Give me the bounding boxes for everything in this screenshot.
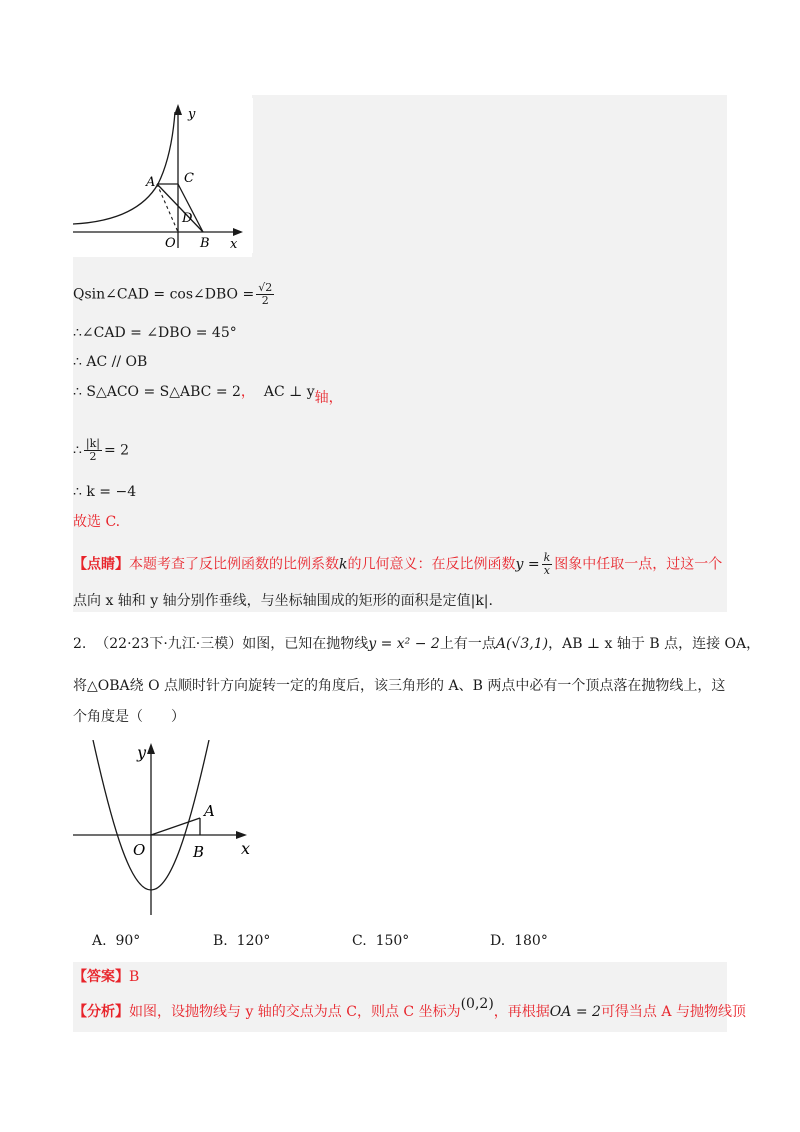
x-axis-arrow [236,831,247,839]
analysis-line: 【分析】如图，设抛物线与 y 轴的交点为点 C，则点 C 坐标为(0,2)，再根据OA = 2可得当点 A 与抛物线顶 [73,996,746,1020]
figure-hyperbola [73,98,253,253]
solution-line-5: ∴ $\frac{|k|}{2}$ = 2 [73,437,130,463]
solution-line-1: Qsin∠CAD = cos∠DBO = $\frac{√2}{2}$ [73,281,273,307]
option-b[interactable]: B. 120° [213,933,271,949]
label-B: B [200,236,210,251]
label-A: A [204,802,215,820]
comment-line-1: 【点睛】本题考查了反比例函数的比例系数k的几何意义：在反比例函数y = $\frac{k}{x}$ 图象中任取一点，过这一个 [73,551,723,577]
option-a[interactable]: A. 90° [92,933,141,949]
label-O: O [165,236,176,251]
label-A: A [146,175,156,190]
label-C: C [184,171,194,186]
option-c[interactable]: C. 150° [352,933,410,949]
label-x: x [241,839,251,858]
label-y: y [188,107,196,122]
solution-line-6: ∴ k = −4 [73,484,137,500]
y-axis-arrow [147,743,155,754]
question2-line-3: 个角度是（ ） [73,709,185,725]
solution-line-4: ∴ S△ACO = S△ABC = 2， AC ⊥ y轴， [73,384,343,406]
label-O: O [133,841,146,859]
solution-line-2: ∴∠CAD = ∠DBO = 45° [73,325,237,341]
comment-line-2: 点向 x 轴和 y 轴分别作垂线，与坐标轴围成的矩形的面积是定值|k|. [73,593,493,609]
option-d[interactable]: D. 180° [490,933,548,949]
answer-choice: 故选 C. [73,514,121,530]
label-B: B [193,843,205,861]
segment-OA [151,818,200,835]
question2-line-1: 2. （22·23下·九江·三模）如图，已知在抛物线y = x² − 2上有一点A(√3,1)，AB ⊥ x 轴于 B 点，连接 OA， [73,636,761,652]
question2-line-2: 将△OBA绕 O 点顺时针方向旋转一定的角度后，该三角形的 A、B 两点中必有一个顶点落在抛物线上，这 [73,678,726,694]
answer-line: 【答案】B [73,969,140,985]
solution-line-3: ∴ AC // OB [73,354,148,370]
solution-background [252,95,727,257]
label-y: y [137,743,147,762]
figure-parabola [73,740,263,918]
label-D: D [182,211,193,226]
label-x: x [230,237,238,252]
